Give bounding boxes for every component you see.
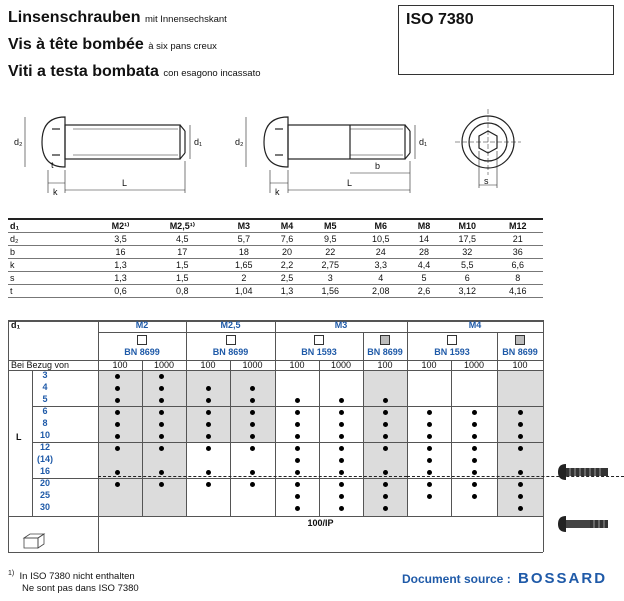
dimension-value: 20	[269, 246, 305, 259]
quantity-label: 1000	[463, 360, 485, 370]
availability-dot	[472, 458, 477, 463]
dimension-row	[8, 233, 543, 246]
dimension-row	[8, 285, 543, 298]
checkbox-icon	[447, 335, 457, 345]
availability-dot	[115, 446, 120, 451]
article-label: BN 8699	[212, 347, 249, 357]
dimension-label: d₂	[8, 233, 95, 246]
dimension-value: 2,5	[269, 272, 305, 285]
availability-corner: d₁	[11, 320, 21, 330]
dimension-corner: d₁	[8, 219, 95, 233]
title-fr: Vis à tête bombée à six pans creux	[8, 36, 217, 53]
article-label: BN 1593	[301, 347, 337, 357]
length-label: 4	[42, 382, 48, 392]
length-label: 16	[39, 466, 50, 476]
dimension-table	[8, 218, 543, 298]
availability-dot	[115, 398, 120, 403]
screw-icon	[556, 462, 612, 482]
length-label: 8	[42, 418, 48, 428]
screw-icon	[556, 514, 612, 534]
grid-line	[363, 360, 364, 516]
dimension-value: 1,5	[146, 272, 219, 285]
dimension-value: 6	[442, 272, 492, 285]
size-header: M8	[406, 219, 442, 233]
footnote-line-2: Ne sont pas dans ISO 7380	[22, 583, 139, 594]
grid-line	[230, 360, 231, 516]
dimension-label: s	[8, 272, 95, 285]
dimension-value: 9,5	[305, 233, 355, 246]
grid-line	[275, 360, 276, 516]
availability-dot	[295, 494, 300, 499]
availability-dot	[383, 434, 388, 439]
availability-dot	[339, 470, 344, 475]
availability-dot	[339, 398, 344, 403]
size-label: M2	[135, 320, 149, 330]
availability-dot	[427, 446, 432, 451]
availability-dot	[115, 422, 120, 427]
size-header: M12	[492, 219, 543, 233]
dimension-value: 1,3	[95, 272, 146, 285]
availability-dot	[518, 422, 523, 427]
availability-dot	[115, 470, 120, 475]
availability-dot	[250, 398, 255, 403]
dimension-value: 18	[219, 246, 269, 259]
availability-dot	[250, 386, 255, 391]
availability-dot	[518, 494, 523, 499]
quantity-label: 100	[421, 360, 437, 370]
dimension-value: 6,6	[492, 259, 543, 272]
label-L: L	[122, 178, 128, 188]
availability-dot	[472, 410, 477, 415]
availability-dot	[250, 482, 255, 487]
grid-line	[319, 360, 320, 516]
source-label: Document source :	[402, 572, 511, 586]
checkbox-icon	[137, 335, 147, 345]
availability-dot	[159, 446, 164, 451]
size-header: M4	[269, 219, 305, 233]
grid-line	[98, 332, 543, 333]
availability-dot	[295, 446, 300, 451]
availability-grid	[8, 320, 543, 552]
dimension-label: k	[8, 259, 95, 272]
availability-dot	[383, 422, 388, 427]
length-label: 6	[42, 406, 48, 416]
dimension-row	[8, 246, 543, 259]
standard-label: ISO 7380	[406, 11, 474, 28]
availability-dot	[518, 506, 523, 511]
size-label: M4	[468, 320, 482, 330]
box-icon	[22, 532, 48, 550]
dimension-value: 28	[406, 246, 442, 259]
label-d1b: d₁	[419, 137, 428, 147]
length-label: 25	[39, 490, 50, 500]
grid-line	[451, 360, 452, 516]
article-label: BN 8699	[502, 347, 538, 357]
grid-line	[32, 442, 543, 443]
grid-line	[8, 516, 543, 517]
availability-dot	[518, 446, 523, 451]
availability-dot	[472, 482, 477, 487]
grid-line	[32, 406, 543, 407]
label-t: t	[51, 160, 54, 170]
availability-dot	[206, 386, 211, 391]
availability-dot	[206, 410, 211, 415]
availability-dot	[427, 434, 432, 439]
footnote	[8, 570, 135, 582]
availability-dot	[427, 458, 432, 463]
availability-dot	[295, 458, 300, 463]
dimension-value: 21	[492, 233, 543, 246]
dimension-value: 1,3	[269, 285, 305, 298]
grid-line	[497, 360, 498, 516]
availability-dot	[427, 494, 432, 499]
dimension-header-row	[8, 219, 543, 233]
quantity-label: 1000	[153, 360, 175, 370]
availability-dot	[427, 482, 432, 487]
availability-dot	[295, 422, 300, 427]
dimension-value: 2,75	[305, 259, 355, 272]
availability-dot	[383, 470, 388, 475]
availability-dot	[518, 470, 523, 475]
label-k: k	[53, 187, 58, 197]
availability-dot	[472, 494, 477, 499]
footnote-mark: 1)	[8, 570, 15, 577]
dimension-value: 3,5	[95, 233, 146, 246]
length-label: 20	[39, 478, 50, 488]
checkbox-icon	[380, 335, 390, 345]
dimension-value: 5,7	[219, 233, 269, 246]
dimension-value: 1,65	[219, 259, 269, 272]
availability-dot	[339, 482, 344, 487]
availability-dot	[339, 422, 344, 427]
label-b: b	[375, 161, 381, 171]
availability-dot	[427, 470, 432, 475]
dimension-value: 17	[146, 246, 219, 259]
dimension-value: 36	[492, 246, 543, 259]
length-label: 5	[42, 394, 48, 404]
grid-line	[186, 360, 187, 516]
availability-dot	[250, 446, 255, 451]
dimension-value: 22	[305, 246, 355, 259]
dimension-value: 14	[406, 233, 442, 246]
availability-dot	[472, 434, 477, 439]
availability-dot	[250, 470, 255, 475]
dimension-value: 1,5	[146, 259, 219, 272]
checkbox-icon	[314, 335, 324, 345]
size-label: M2,5	[220, 320, 241, 330]
availability-dot	[159, 410, 164, 415]
availability-dot	[206, 422, 211, 427]
article-label: BN 8699	[367, 347, 403, 357]
availability-dot	[159, 374, 164, 379]
dimension-value: 17,5	[442, 233, 492, 246]
size-label: M3	[334, 320, 348, 330]
bezug-label: Bei Bezug von	[11, 360, 70, 370]
grid-line	[98, 360, 99, 516]
availability-dot	[250, 422, 255, 427]
availability-dot	[427, 422, 432, 427]
label-d2: d₂	[14, 137, 23, 147]
dimension-value: 5	[406, 272, 442, 285]
dimension-label: t	[8, 285, 95, 298]
dimension-value: 0,6	[95, 285, 146, 298]
dimension-value: 0,8	[146, 285, 219, 298]
dimension-value: 1,04	[219, 285, 269, 298]
availability-dot	[383, 506, 388, 511]
availability-dot	[383, 494, 388, 499]
availability-dot	[383, 446, 388, 451]
article-label: BN 1593	[434, 347, 470, 357]
availability-dot	[115, 482, 120, 487]
availability-dot	[295, 410, 300, 415]
dimension-label: b	[8, 246, 95, 259]
availability-dot	[159, 470, 164, 475]
availability-dot	[295, 398, 300, 403]
availability-dot	[295, 506, 300, 511]
grid-line	[543, 360, 544, 516]
dimension-value: 2,2	[269, 259, 305, 272]
availability-dot	[518, 482, 523, 487]
dimension-value: 2,6	[406, 285, 442, 298]
size-header: M5	[305, 219, 355, 233]
availability-dot	[518, 410, 523, 415]
size-header: M10	[442, 219, 492, 233]
availability-dot	[206, 434, 211, 439]
dimension-value: 2	[219, 272, 269, 285]
availability-dot	[472, 446, 477, 451]
dimension-value: 7,6	[269, 233, 305, 246]
label-s: s	[484, 176, 489, 186]
availability-dot	[159, 434, 164, 439]
length-label: 12	[39, 442, 50, 452]
availability-dot	[295, 470, 300, 475]
availability-dot	[383, 482, 388, 487]
label-d1: d₁	[194, 137, 203, 147]
dimension-value: 4,5	[146, 233, 219, 246]
dimension-value: 4,16	[492, 285, 543, 298]
technical-drawing	[0, 95, 624, 200]
dimension-value: 3,3	[356, 259, 406, 272]
availability-dot	[472, 422, 477, 427]
dashed-line	[98, 476, 407, 477]
availability-dot	[115, 434, 120, 439]
quantity-label: 100	[512, 360, 528, 370]
availability-dot	[339, 446, 344, 451]
checkbox-icon	[226, 335, 236, 345]
dimension-value: 10,5	[356, 233, 406, 246]
dimension-value: 8	[492, 272, 543, 285]
availability-dot	[250, 434, 255, 439]
availability-dot	[206, 482, 211, 487]
article-label: BN 8699	[124, 347, 160, 357]
dimension-value: 2,08	[356, 285, 406, 298]
size-header: M2,5¹⁾	[146, 219, 219, 233]
availability-dot	[518, 434, 523, 439]
quantity-label: 100	[200, 360, 216, 370]
length-label: 10	[39, 430, 50, 440]
quantity-label: 1000	[242, 360, 263, 370]
availability-dot	[339, 410, 344, 415]
dimension-value: 5,5	[442, 259, 492, 272]
length-label: 3	[42, 370, 48, 380]
size-header: M3	[219, 219, 269, 233]
dimension-value: 1,3	[95, 259, 146, 272]
label-d2b: d₂	[235, 137, 244, 147]
availability-dot	[472, 470, 477, 475]
quantity-label: 1000	[330, 360, 352, 370]
title-it: Viti a testa bombata con esagono incassato	[8, 63, 261, 80]
checkbox-icon	[515, 335, 525, 345]
availability-dot	[339, 494, 344, 499]
grid-line	[32, 478, 543, 479]
availability-dot	[427, 410, 432, 415]
grid-line	[8, 552, 543, 553]
standard-box	[398, 5, 614, 75]
availability-dot	[159, 482, 164, 487]
quantity-label: 100	[112, 360, 128, 370]
dimension-row	[8, 259, 543, 272]
footnote-line-1: In ISO 7380 nicht enthalten	[19, 571, 135, 583]
availability-dot	[295, 482, 300, 487]
availability-dot	[159, 386, 164, 391]
dimension-value: 3	[305, 272, 355, 285]
document-source	[402, 570, 607, 587]
availability-dot	[159, 398, 164, 403]
length-label: 30	[39, 502, 50, 512]
grid-line	[407, 360, 408, 516]
dimension-value: 16	[95, 246, 146, 259]
availability-dot	[339, 458, 344, 463]
dimension-value: 1,56	[305, 285, 355, 298]
availability-dot	[115, 386, 120, 391]
availability-dot	[115, 410, 120, 415]
dimension-value: 4	[356, 272, 406, 285]
availability-dot	[383, 410, 388, 415]
grid-line	[8, 320, 9, 552]
dimension-value: 3,12	[442, 285, 492, 298]
availability-dot	[115, 374, 120, 379]
title-de: Linsenschrauben mit Innensechskant	[8, 9, 227, 26]
size-header: M2¹⁾	[95, 219, 146, 233]
availability-dot	[383, 398, 388, 403]
pack-label: 100/IP	[307, 518, 334, 528]
grid-line	[142, 360, 143, 516]
availability-dot	[250, 410, 255, 415]
size-header: M6	[356, 219, 406, 233]
label-kb: k	[275, 187, 280, 197]
availability-dot	[295, 434, 300, 439]
availability-dot	[339, 434, 344, 439]
quantity-label: 100	[377, 360, 393, 370]
availability-dot	[206, 398, 211, 403]
dimension-value: 4,4	[406, 259, 442, 272]
availability-dot	[206, 446, 211, 451]
quantity-label: 100	[289, 360, 305, 370]
length-axis-label: L	[16, 432, 22, 442]
availability-dot	[339, 506, 344, 511]
bossard-logo: BOSSARD	[518, 570, 608, 587]
length-label: (14)	[36, 454, 53, 464]
availability-dot	[159, 422, 164, 427]
dimension-value: 32	[442, 246, 492, 259]
dimension-value: 24	[356, 246, 406, 259]
dimension-row	[8, 272, 543, 285]
label-Lb: L	[347, 178, 353, 188]
availability-dot	[206, 470, 211, 475]
